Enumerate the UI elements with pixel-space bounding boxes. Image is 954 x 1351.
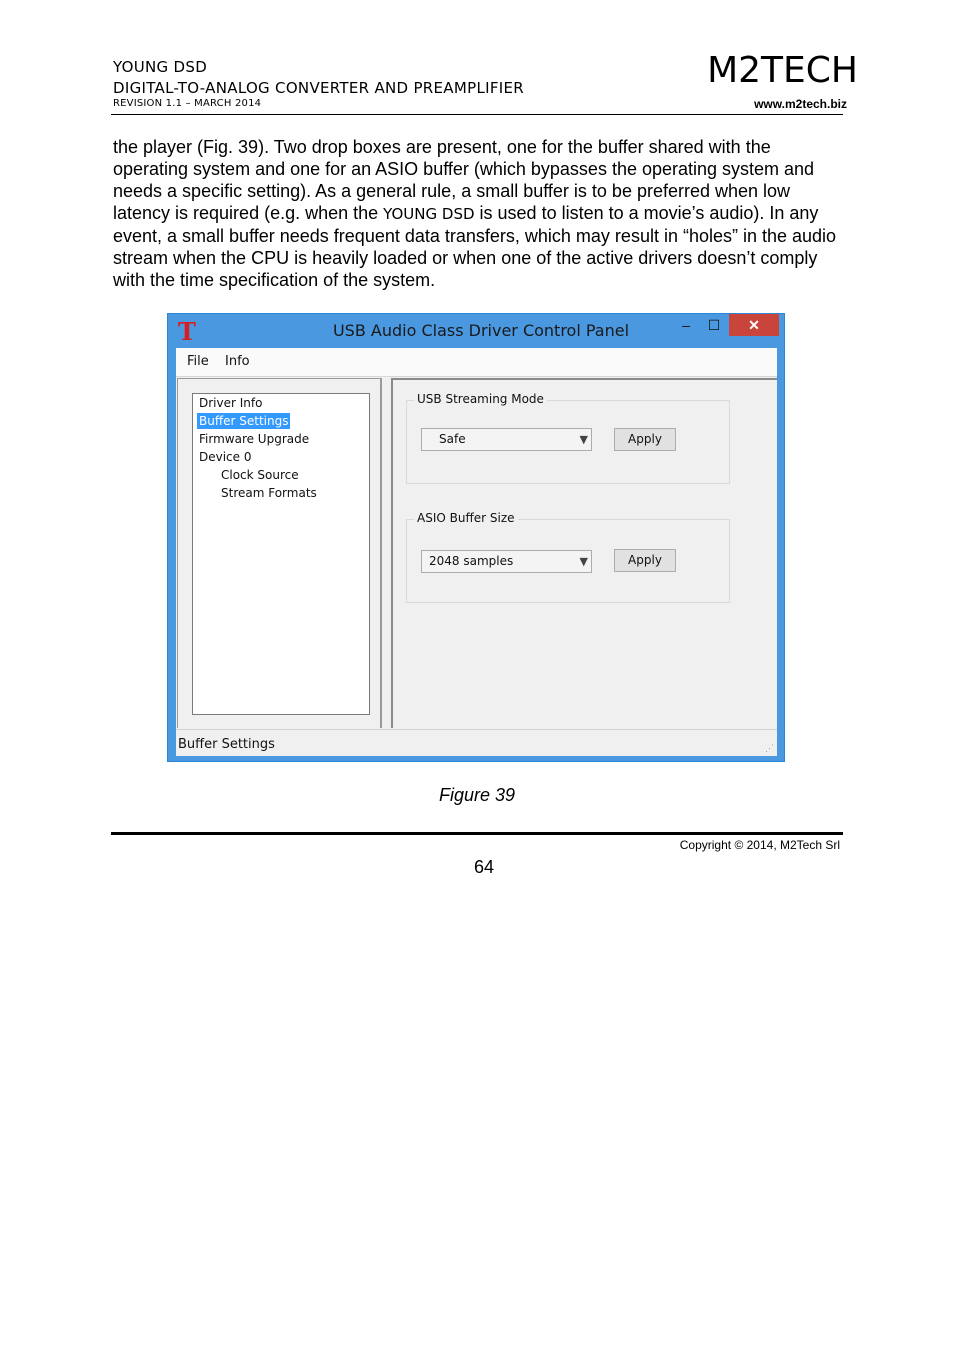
tree-item-device-0[interactable]: Device 0 bbox=[199, 450, 252, 464]
asio-buffer-label: ASIO Buffer Size bbox=[414, 511, 518, 525]
tree-item-driver-info[interactable]: Driver Info bbox=[199, 396, 263, 410]
status-text: Buffer Settings bbox=[178, 737, 275, 752]
window-client-area bbox=[176, 348, 777, 755]
usb-streaming-mode-select[interactable] bbox=[421, 428, 592, 451]
tree-item-clock-source[interactable]: Clock Source bbox=[221, 468, 299, 482]
asio-buffer-size-select[interactable] bbox=[421, 550, 592, 573]
body-product-ref: YOUNG DSD bbox=[383, 205, 475, 223]
settings-pane bbox=[391, 378, 777, 728]
menu-bar bbox=[176, 348, 777, 377]
page-number: 64 bbox=[473, 857, 495, 877]
window-titlebar[interactable] bbox=[168, 314, 784, 348]
tree-item-buffer-settings[interactable]: Buffer Settings bbox=[199, 414, 289, 428]
header-revision: REVISION 1.1 – MARCH 2014 bbox=[113, 98, 262, 109]
menu-info[interactable]: Info bbox=[225, 354, 250, 369]
m2tech-logo: M2TECH bbox=[707, 50, 858, 91]
asio-buffer-value: 2048 samples bbox=[429, 554, 514, 568]
settings-tree[interactable] bbox=[192, 393, 370, 715]
body-paragraph bbox=[113, 136, 848, 291]
m2tech-t-icon: T bbox=[178, 317, 196, 346]
chevron-down-icon: ▼ bbox=[579, 433, 588, 446]
minimize-button[interactable]: – bbox=[682, 317, 690, 333]
resize-grip-icon[interactable]: ⋰ bbox=[765, 743, 774, 753]
footer-divider bbox=[111, 832, 843, 835]
usb-streaming-value: Safe bbox=[439, 432, 466, 446]
tree-item-firmware-upgrade[interactable]: Firmware Upgrade bbox=[199, 432, 310, 446]
asio-apply-button[interactable]: Apply bbox=[614, 549, 676, 572]
figure-caption: Figure 39 bbox=[438, 785, 516, 805]
control-panel-window bbox=[167, 313, 785, 762]
close-button[interactable]: ✕ bbox=[729, 314, 779, 336]
body-text-part2: is used to listen to a movie’s audio). In any event, a small buffer needs frequent data transfers, which may result in “holes” in the audio stream when the CPU is heavily loaded or when one of the active drivers doesn’t comply with the time specification of the system. bbox=[113, 203, 837, 290]
header-subtitle: DIGITAL-TO-ANALOG CONVERTER AND PREAMPLIFIER bbox=[113, 79, 524, 97]
footer-copyright: Copyright © 2014, M2Tech Srl bbox=[679, 838, 840, 852]
usb-streaming-group bbox=[406, 392, 730, 484]
window-title: USB Audio Class Driver Control Panel bbox=[332, 321, 630, 340]
maximize-button[interactable]: ☐ bbox=[707, 317, 721, 333]
asio-buffer-group bbox=[406, 511, 730, 603]
usb-apply-button[interactable]: Apply bbox=[614, 428, 676, 451]
navigation-pane bbox=[177, 378, 382, 728]
body-text-part1: the player (Fig. 39). Two drop boxes are present, one for the buffer shared with the operating system and one for an ASIO buffer (which bypasses the operating system and needs a specific setting). As a general rule, a small buffer is to be preferred when low latency is required (e.g. when the bbox=[113, 137, 815, 223]
tree-item-stream-formats[interactable]: Stream Formats bbox=[221, 486, 317, 500]
status-bar bbox=[176, 729, 777, 756]
header-website: www.m2tech.biz bbox=[754, 97, 847, 111]
usb-streaming-label: USB Streaming Mode bbox=[414, 392, 547, 406]
chevron-down-icon: ▼ bbox=[579, 555, 588, 568]
header-product: YOUNG DSD bbox=[113, 58, 208, 76]
header-divider bbox=[111, 114, 843, 115]
menu-file[interactable]: File bbox=[187, 354, 209, 369]
